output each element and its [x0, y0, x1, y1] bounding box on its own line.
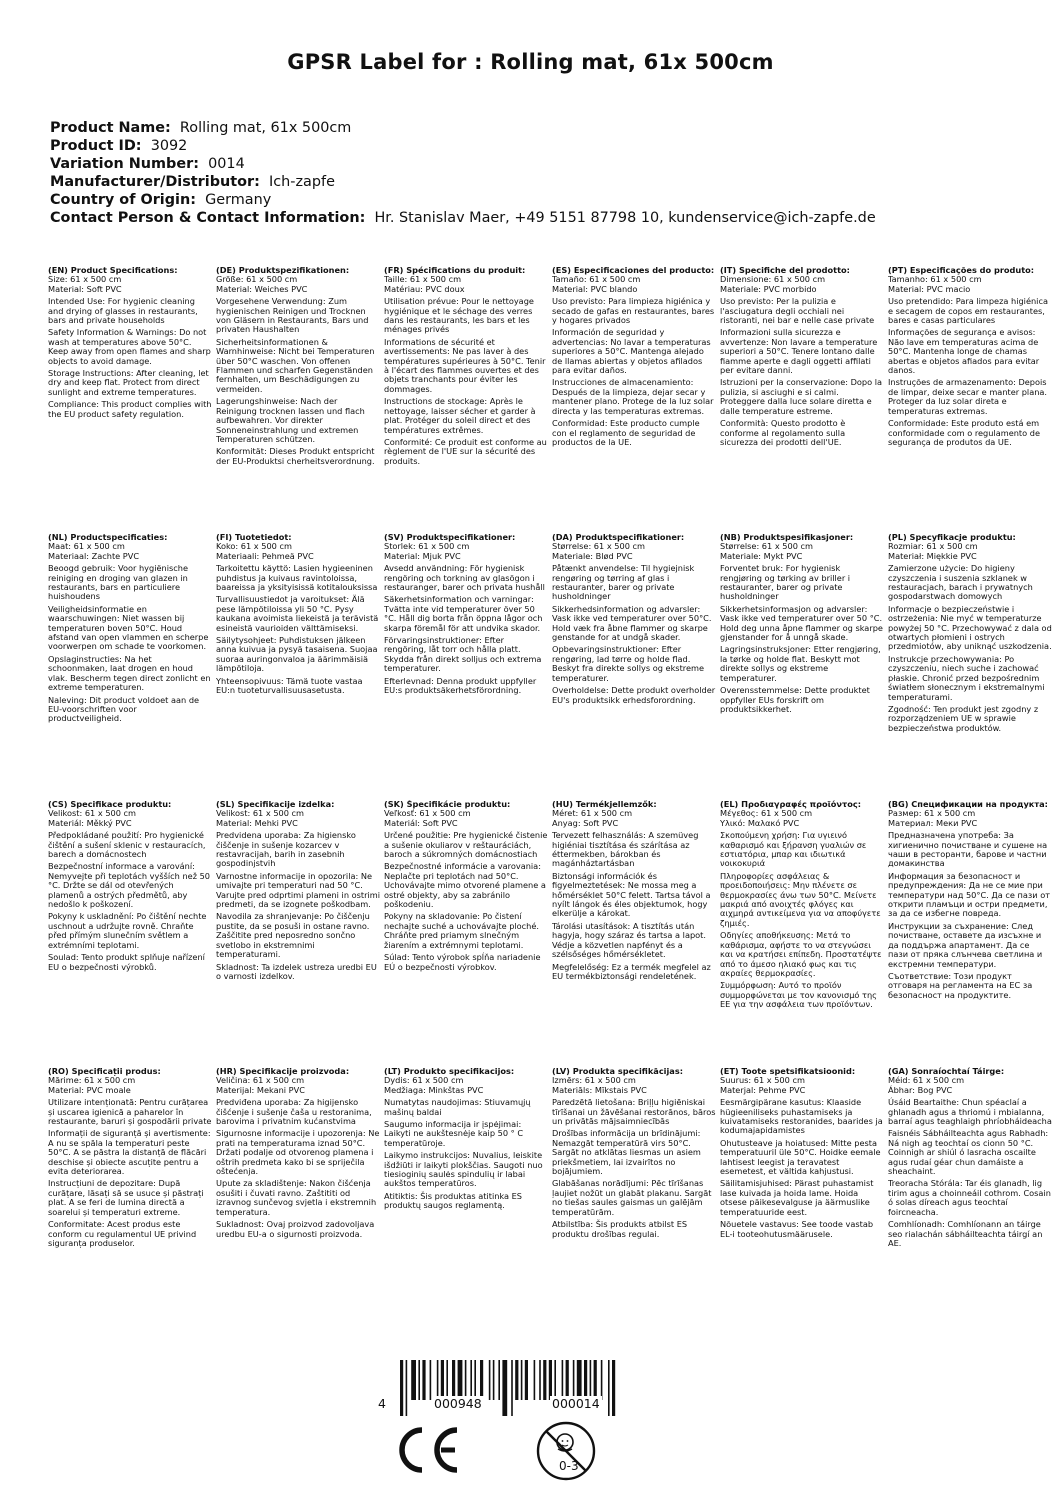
- spec-paragraph: Materiál: Měkký PVC: [48, 817, 132, 828]
- barcode-bar: [612, 1360, 615, 1416]
- language-block: [552, 1067, 720, 1334]
- language-block: [888, 1067, 1056, 1334]
- language-heading: (HR) Specifikacije proizvoda:: [216, 1067, 350, 1076]
- spec-paragraph: Skladnost: Ta izdelek ustreza uredbi EU o varnosti izdelkov.: [216, 961, 377, 981]
- spec-paragraph: Förvaringsinstruktioner: Efter rengöring, låt torr och hålla platt. Skydda från direkt solljus och extrema temperaturer.: [384, 635, 542, 674]
- spec-paragraph: Eesmärgipärane kasutus: Klaaside hügieeniliseks puhastamiseks ja kuivatamiseks restoranides, baarides ja kodumajapidamistes: [720, 1097, 883, 1136]
- language-block: [720, 533, 888, 800]
- spec-line: Tamaño: 61 x 500 cm: [552, 274, 641, 285]
- spec-paragraph: Material: PVC macio: [888, 283, 971, 294]
- barcode-bar: [502, 1360, 507, 1416]
- spec-paragraph: Material: Mjuk PVC: [384, 550, 461, 561]
- spec-paragraph: Overensstemmelse: Dette produktet oppfyller EUs forskrift om produktsikkerhet.: [720, 685, 870, 714]
- spec-paragraph: Materiāls: Mīkstais PVC: [552, 1084, 647, 1095]
- barcode-bar: [515, 1360, 518, 1400]
- spec-line: Mărime: 61 x 500 cm: [48, 1075, 136, 1086]
- language-heading: (SV) Produktspecifikationer:: [384, 533, 516, 542]
- spec-paragraph: Atbilstība: Šis produkts atbilst ES produktu drošības regulai.: [552, 1219, 688, 1239]
- spec-paragraph: Nõuetele vastavus: See toode vastab EL-i tooteohutusmäärusele.: [720, 1219, 874, 1239]
- spec-paragraph: Pokyny na skladovanie: Po čistení nechajte suché a uchovávajte ploché. Chráňte pred priamym slnečným žiarením a extrémnymi teplotami.: [384, 911, 540, 950]
- spec-paragraph: Uso previsto: Para limpieza higiénica y secado de gafas en restaurantes, bares y hogares privados: [552, 296, 715, 326]
- spec-paragraph: Forventet bruk: For hygienisk rengjøring og tørking av briller i restauranter, barer og private husholdninger: [720, 563, 851, 602]
- language-block: [384, 533, 552, 800]
- spec-line: Størrelse: 61 x 500 cm: [552, 541, 645, 552]
- language-heading: (PL) Specyfikacje produktu:: [888, 533, 1016, 542]
- language-block: [888, 533, 1056, 800]
- barcode-bar: [452, 1360, 455, 1400]
- spec-paragraph: Bezpečnostné informácie a varovania: Neplačte pri teplotách nad 50°C. Uchovávajte mimo otvorené plamene a ostré objekty, aby sa zabránilo poškodeniu.: [384, 861, 546, 910]
- barcode-bar: [562, 1360, 564, 1400]
- language-heading: (HU) Termékjellemzők:: [552, 800, 657, 809]
- language-block: [552, 800, 720, 1067]
- barcode-bar: [422, 1360, 425, 1400]
- spec-line: Velikost: 61 x 500 cm: [216, 808, 305, 819]
- language-specifications-grid: [48, 266, 1058, 1334]
- spec-line: Veličina: 61 x 500 cm: [216, 1075, 305, 1086]
- spec-line: Maat: 61 x 500 cm: [48, 541, 125, 552]
- spec-paragraph: Tervezett felhasználás: A szemüveg higiéniai tisztítása és szárítása az éttermekben, bárokban és magánháztartásban: [552, 830, 699, 869]
- barcode-bar: [411, 1360, 416, 1400]
- language-heading: (EL) Προδιαγραφές προϊόντος:: [720, 800, 861, 809]
- spec-paragraph: Pokyny k uskladnění: Po čištění nechte uschnout a udržujte rovně. Chraňte před přímým slunečním světlem a extrémními teplotami.: [48, 911, 207, 950]
- language-block: [216, 800, 384, 1067]
- spec-paragraph: Safety Information & Warnings: Do not wash at temperatures above 50°C. Keep away from open flames and sharp objects to avoid damage.: [48, 327, 211, 366]
- barcode-bar: [525, 1360, 528, 1400]
- barcode-bar: [566, 1360, 569, 1400]
- info-product-name: Product Name: Rolling mat, 61x 500cm: [50, 120, 352, 136]
- spec-paragraph: Drošības informācija un brīdinājumi: Nemazgāt temperatūrā virs 50°C. Sargāt no atklātas liesmas un asiem priekšmetiem, lai izvairītos no bojājumiem.: [552, 1128, 701, 1177]
- spec-line: Taille: 61 x 500 cm: [384, 274, 462, 285]
- spec-paragraph: Úsáid Beartaithe: Chun spéaclaí a ghlanadh agus a thriomú i mbialanna, barraí agus teaghlaigh phríobháideacha: [888, 1097, 1052, 1127]
- ce-mark-icon: [391, 1424, 463, 1476]
- spec-paragraph: Soulad: Tento produkt splňuje nařízení EU o bezpečnosti výrobků.: [48, 952, 205, 972]
- spec-paragraph: Avsedd användning: För hygienisk rengöring och torkning av glasögon i restauranger, barer och privata hushåll: [384, 563, 545, 593]
- spec-paragraph: Anyag: Soft PVC: [552, 817, 619, 828]
- spec-paragraph: Storage Instructions: After cleaning, let dry and keep flat. Protect from direct sunlight and extreme temperatures.: [48, 368, 209, 397]
- barcode-bar: [465, 1360, 467, 1400]
- language-heading: (NL) Productspecificaties:: [48, 533, 168, 542]
- language-heading: (FR) Spécifications du produit:: [384, 266, 526, 275]
- spec-paragraph: Conformitate: Acest produs este conform cu regulamentul UE privind siguranța produselor.: [48, 1219, 197, 1248]
- barcode-bar: [594, 1360, 597, 1400]
- spec-paragraph: Lagerungshinweise: Nach der Reinigung trocknen lassen und flach aufbewahren. Vor direkter Sonneneinstrahlung und extremen Temperaturen schützen.: [216, 396, 365, 444]
- language-block: [552, 266, 720, 533]
- spec-paragraph: Konformität: Dieses Produkt entspricht der EU-Produktsi cherheitsverordnung.: [216, 446, 375, 466]
- language-block: [216, 1067, 384, 1334]
- info-manufacturer: Manufacturer/Distributor: Ich-zapfe: [50, 174, 335, 190]
- barcode-bar: [511, 1360, 513, 1416]
- spec-paragraph: Varnostne informacije in opozorila: Ne umivajte pri temperaturi nad 50 °C. Varujte pred odprtimi plameni in ostrimi predmeti, da se izognete poškodbam.: [216, 870, 381, 910]
- spec-paragraph: Ohutusteave ja hoiatused: Mitte pesta temperatuuril üle 50°C. Hoidke eemale lahtisest leegist ja teravatest esemetest, et vältida kahjustusi.: [720, 1137, 881, 1177]
- barcode-bar: [608, 1360, 610, 1416]
- barcode-bar: [406, 1360, 408, 1416]
- spec-paragraph: Material: Soft PVC: [48, 283, 122, 294]
- barcode-bar: [498, 1360, 500, 1400]
- spec-paragraph: Materiaali: Pehmeä PVC: [216, 550, 314, 561]
- spec-paragraph: Medžiaga: Minkštas PVC: [384, 1084, 484, 1095]
- spec-paragraph: Vorgesehene Verwendung: Zum hygienischen Reinigen und Trocknen von Gläsern in Restaurants, Bars und privaten Haushalten: [216, 296, 369, 335]
- language-heading: (PT) Especificações do produto:: [888, 266, 1035, 275]
- barcode-bar: [601, 1360, 603, 1400]
- spec-paragraph: Intended Use: For hygienic cleaning and drying of glasses in restaurants, bars and private households: [48, 296, 198, 326]
- barcode-bar: [534, 1360, 536, 1400]
- language-block: [216, 266, 384, 533]
- spec-paragraph: Material: PVC moale: [48, 1084, 131, 1095]
- barcode-bar: [400, 1360, 403, 1416]
- spec-paragraph: Materiaal: Zachte PVC: [48, 550, 140, 561]
- barcode-bar: [446, 1360, 448, 1400]
- spec-line: Size: 61 x 500 cm: [48, 274, 122, 285]
- language-block: [720, 266, 888, 533]
- spec-line: Rozmiar: 61 x 500 cm: [888, 541, 978, 552]
- spec-paragraph: Материал: Меки PVC: [888, 817, 978, 828]
- spec-paragraph: Säilitamisjuhised: Pärast puhastamist lase kuivada ja hoida lame. Hoida otsese päikesevalguse ja äärmuslike temperatuuride eest.: [720, 1178, 874, 1217]
- barcode-bar: [418, 1360, 420, 1400]
- spec-paragraph: Utilizare intenționată: Pentru curățarea și uscarea igienică a paharelor în restaurante, baruri și gospodării private: [48, 1097, 212, 1127]
- language-block: [48, 266, 216, 533]
- spec-paragraph: Utilisation prévue: Pour le nettoyage hygiénique et le séchage des verres dans les restaurants, les bars et les ménages privés: [384, 296, 534, 335]
- spec-paragraph: Předpokládané použití: Pro hygienické čištění a sušení sklenic v restauracích, barech a domácnostech: [48, 830, 206, 860]
- spec-paragraph: Conformidade: Este produto está em conformidade com o regulamento de segurança de produtos da UE.: [888, 418, 1040, 447]
- language-heading: (LT) Produkto specifikacijos:: [384, 1067, 515, 1076]
- spec-paragraph: Informations de sécurité et avertissements: Ne pas laver à des températures supérieures à 50°C. Tenir à l'écart des flammes ouvertes et des objets tranchants pour éviter les dommages.: [384, 336, 546, 394]
- age-0-3-warning-icon: [535, 1420, 597, 1482]
- spec-paragraph: Compliance: This product complies with the EU product safety regulation.: [48, 399, 212, 419]
- spec-paragraph: Instruções de armazenamento: Depois de limpar, deixe secar e manter plana. Proteger da luz solar direta e temperaturas extremas.: [888, 377, 1048, 416]
- barcode-bar: [458, 1360, 463, 1400]
- barcode-bars: [378, 1358, 678, 1418]
- spec-paragraph: Paredzētā lietošana: Briļļu higiēniskai tīrīšanai un žāvēšanai restorānos, bāros un privātās mājsaimniecībās: [552, 1097, 716, 1127]
- spec-paragraph: Instructions de stockage: Après le nettoyage, laisser sécher et garder à plat. Protéger du soleil direct et des températures extrêmes.: [384, 396, 536, 435]
- language-heading: (GA) Sonraíochtaí Táirge:: [888, 1067, 1005, 1076]
- spec-paragraph: Material: Weiches PVC: [216, 283, 308, 294]
- spec-paragraph: Sikkerhetsinformasjon og advarsler: Vask ikke ved temperaturer over 50 °C. Hold deg unna åpne flammer og skarpe gjenstander for å unngå skade.: [720, 603, 883, 643]
- spec-paragraph: Πληροφορίες ασφάλειας & προειδοποιήσεις: Μην πλένετε σε θερμοκρασίες άνω των 50°C. Μείνετε μακριά από ανοιχτές φλόγες και αιχμηρά αντικείμενα για να αποφύγετε ζημιές.: [720, 870, 881, 928]
- language-block: [384, 1067, 552, 1334]
- spec-paragraph: Overholdelse: Dette produkt overholder EU's produktsikk erhedsforordning.: [552, 685, 716, 705]
- spec-paragraph: Faisnéis Sábháilteachta agus Rabhadh: Ná nigh ag teochtaí os cionn 50 °C. Coinnigh ar shiúl ó lasracha oscailte agus rudaí géar chun damáiste a sheachaint.: [888, 1128, 1049, 1177]
- spec-paragraph: Informații de siguranță și avertismente: A nu se spăla la temperaturi peste 50°C. A se păstra la distanță de flăcări deschise și obiecte ascuțite pentru a evita deteriorarea.: [48, 1128, 211, 1177]
- language-heading: (RO) Specificații produs:: [48, 1067, 161, 1076]
- spec-line: Koko: 61 x 500 cm: [216, 541, 292, 552]
- spec-paragraph: Upute za skladištenje: Nakon čišćenja osušiti i čuvati ravno. Zaštititi od izravnog sunčevog svjetla i ekstremnih temperatura.: [216, 1178, 377, 1217]
- product-info: [50, 119, 1040, 227]
- barcode-bar: [437, 1360, 439, 1400]
- spec-paragraph: Určené použitie: Pre hygienické čistenie a sušenie okuliarov v reštauráciách, baroch a súkromných domácnostiach: [384, 830, 548, 860]
- spec-paragraph: Materiał: Miękkie PVC: [888, 550, 977, 561]
- barcode-right-group: 000014: [552, 1396, 600, 1411]
- spec-paragraph: Predviđena uporaba: Za higijensko čišćenje i sušenje čaša u restoranima, barovima i privatnim kućanstvima: [216, 1097, 372, 1127]
- spec-paragraph: Materjal: Pehme PVC: [720, 1084, 806, 1095]
- spec-paragraph: Instrukcje przechowywania: Po czyszczeniu, niech suche i zachować płaskie. Chronić przed bezpośrednim światłem słonecznym i ekstremalnymi temperaturami.: [888, 653, 1045, 702]
- barcode-bar: [549, 1360, 552, 1400]
- spec-paragraph: Glabāšanas norādījumi: Pēc tīrīšanas ļaujiet nožūt un glabāt plakanu. Sargāt no tiešas saules gaismas un galējām temperatūrām.: [552, 1178, 712, 1217]
- barcode-lead-digit: 4: [378, 1396, 386, 1411]
- barcode-left-group: 000948: [434, 1396, 482, 1411]
- spec-paragraph: Zamierzone użycie: Do higieny czyszczenia i suszenia szklanek w restauracjach, barach i prywatnych gospodarstwach domowych: [888, 563, 1033, 602]
- spec-paragraph: Conformità: Questo prodotto è conforme al regolamento sulla sicurezza dei prodotti dell'UE.: [720, 418, 846, 447]
- spec-paragraph: Sigurnosne informacije i upozorenja: Ne prati na temperaturama iznad 50°C. Držati podalje od otvorenog plamena i oštrih predmeta kako bi se spriječila oštećenja.: [216, 1128, 380, 1177]
- spec-paragraph: Lagringsinstruksjoner: Etter rengjøring, la tørke og holde flat. Beskytt mot direkte sollys og ekstreme temperaturer.: [720, 644, 881, 683]
- spec-line: Veľkosť: 61 x 500 cm: [384, 808, 471, 819]
- spec-paragraph: Biztonsági információk és figyelmeztetések: Ne mossa meg a hőmérséklet 50°C felett. Tartsa távol a nyílt lángok és éles objektumok, hogy elkerülje a károkat.: [552, 870, 711, 919]
- spec-paragraph: Instrucțiuni de depozitare: După curățare, lăsați să se usuce și păstrați plat. A se feri de lumina directă a soarelui și temperaturi extreme.: [48, 1178, 204, 1217]
- language-heading: (SL) Specifikacije izdelka:: [216, 800, 335, 809]
- spec-paragraph: Beoogd gebruik: Voor hygiënische reiniging en droging van glazen in restaurants, bars en particuliere huishoudens: [48, 563, 188, 602]
- spec-paragraph: Sikkerhedsinformation og advarsler: Vask ikke ved temperaturer over 50°C. Hold væk fra åbne flammer og skarpe genstande for at undgå skader.: [552, 603, 712, 643]
- spec-paragraph: Predvidena uporaba: Za higiensko čiščenje in sušenje kozarcev v restavracijah, barih in zasebnih gospodinjstvih: [216, 830, 356, 869]
- spec-paragraph: Opslaginstructies: Na het schoonmaken, laat drogen en houd vlak. Bescherm tegen direct zonlicht en extreme temperaturen.: [48, 653, 211, 693]
- language-heading: (DA) Produktspecifikationer:: [552, 533, 685, 542]
- spec-paragraph: Informações de segurança e avisos: Não lave em temperaturas acima de 50°C. Mantenha longe de chamas abertas e objetos afiados para evitar danos.: [888, 327, 1040, 376]
- spec-line: Velikost: 61 x 500 cm: [48, 808, 137, 819]
- spec-paragraph: Veiligheidsinformatie en waarschuwingen: Niet wassen bij temperaturen boven 50°C. Houd afstand van open vlammen en scherpe voorwerpen om schade te voorkomen.: [48, 603, 209, 652]
- info-product-id: Product ID: 3092: [50, 138, 188, 154]
- spec-paragraph: Súlad: Tento výrobok spĺňa nariadenie EÚ o bezpečnosti výrobkov.: [384, 952, 541, 972]
- spec-paragraph: Efterlevnad: Denna produkt uppfyller EU:s produktsäkerhetsförordning.: [384, 675, 537, 696]
- spec-paragraph: Conformité: Ce produit est conforme au règlement de l'UE sur la sécurité des produits.: [384, 436, 547, 466]
- spec-paragraph: Предназначена употреба: За хигиенично почистване и сушене на чаши в ресторанти, барове и частни домакинства: [888, 830, 1048, 869]
- info-country-of-origin: Country of Origin: Germany: [50, 192, 272, 208]
- spec-line: Größe: 61 x 500 cm: [216, 274, 298, 285]
- barcode-bar: [577, 1360, 582, 1400]
- barcode-bar: [470, 1360, 472, 1400]
- language-heading: (FI) Tuotetiedot:: [216, 533, 292, 542]
- barcode-bar: [441, 1360, 444, 1400]
- language-heading: (SK) Špecifikácie produktu:: [384, 800, 511, 809]
- spec-paragraph: Atitiktis: Šis produktas atitinka ES produktų saugos reglamentą.: [384, 1190, 522, 1211]
- spec-paragraph: Uso previsto: Per la pulizia e l'asciugatura degli occhiali nei ristoranti, nei bar e nelle case private: [720, 296, 875, 326]
- barcode-bar: [493, 1360, 495, 1400]
- barcode-bar: [489, 1360, 491, 1400]
- spec-paragraph: Информация за безопасност и предупреждения: Да не се мие при температури над 50°C. Да се пази от открити пламъци и остри предмети, за да се избегне повреда.: [888, 870, 1050, 919]
- barcode: [378, 1358, 678, 1418]
- spec-paragraph: Instrucciones de almacenamiento: Después de la limpieza, dejar secar y mantener plano. Protege de la luz solar directa y las temperaturas extremas.: [552, 377, 714, 416]
- spec-paragraph: Naleving: Dit product voldoet aan de EU-voorschriften voor productveiligheid.: [48, 694, 200, 724]
- spec-paragraph: Ábhar: Bog PVC: [888, 1084, 953, 1095]
- spec-paragraph: Información de seguridad y advertencias: No lavar a temperaturas superiores a 50°C. Mantenga alejado de llamas abiertas y objetos afilados para evitar daños.: [552, 327, 711, 376]
- language-heading: (ES) Especificaciones del producto:: [552, 266, 715, 275]
- spec-line: Izmērs: 61 x 500 cm: [552, 1075, 636, 1086]
- spec-line: Μέγεθος: 61 x 500 cm: [720, 808, 813, 819]
- language-block: [888, 266, 1056, 533]
- language-block: [888, 800, 1056, 1067]
- info-variation-number: Variation Number: 0014: [50, 156, 245, 172]
- spec-paragraph: Инструкции за съхранение: След почистване, оставете да изсъхне и да поддържа апартамент. Да се пази от пряка слънчева светлина и екстремни температури.: [888, 920, 1043, 969]
- spec-paragraph: Säkerhetsinformation och varningar: Tvätta inte vid temperaturer över 50 °C. Håll dig borta från öppna lågor och skarpa föremål för att undvika skador.: [384, 594, 543, 633]
- spec-paragraph: Materiale: PVC morbido: [720, 283, 817, 294]
- language-heading: (CS) Specifikace produktu:: [48, 800, 172, 809]
- spec-paragraph: Sukladnost: Ovaj proizvod zadovoljava uredbu EU-a o sigurnosti proizvoda.: [216, 1219, 375, 1239]
- spec-paragraph: Säilytysohjeet: Puhdistuksen jälkeen anna kuivua ja pysyä tasaisena. Suojaa suoraa auringonvaloa ja äärimmäisiä lämpötiloja.: [216, 635, 378, 674]
- language-heading: (IT) Specifiche del prodotto:: [720, 266, 850, 275]
- language-heading: (DE) Produktspezifikationen:: [216, 266, 350, 275]
- language-block: [552, 533, 720, 800]
- spec-line: Dimensione: 61 x 500 cm: [720, 274, 826, 285]
- spec-paragraph: Bezpečnostní informace a varování: Nemyvejte při teplotách vyšších než 50 °C. Držte se dál od otevřených plamenů a ostrých předmětů, aby nedošlo k poškození.: [48, 861, 211, 910]
- spec-paragraph: Matériau: PVC doux: [384, 283, 465, 294]
- language-heading: (BG) Спецификации на продукта:: [888, 800, 1048, 809]
- spec-paragraph: Treoracha Stórála: Tar éis glanadh, lig tirim agus a choinneáil cothrom. Cosain ó solas díreach agus teochtaí foircneacha.: [888, 1178, 1051, 1217]
- spec-paragraph: Συμμόρφωση: Αυτό το προϊόν συμμορφώνεται με τον κανονισμό της ΕΕ για την ασφάλεια των προϊόντων.: [720, 980, 877, 1010]
- barcode-bar: [474, 1360, 476, 1400]
- spec-line: Tamanho: 61 x 500 cm: [888, 274, 982, 285]
- spec-line: Méid: 61 x 500 cm: [888, 1075, 965, 1086]
- spec-paragraph: Zgodność: Ten produkt jest zgodny z rozporządzeniem UE w sprawie bezpieczeństwa produktów.: [888, 703, 1039, 733]
- spec-paragraph: Påtænkt anvendelse: Til hygiejnisk rengøring og tørring af glas i restauranter, barer og private husholdninger: [552, 563, 695, 602]
- spec-paragraph: Saugumo informacija ir įspėjimai: Laikyti ne aukštesnėje kaip 50 ° C temperatūroje.: [384, 1119, 524, 1148]
- spec-paragraph: Uso pretendido: Para limpeza higiénica e secagem de copos em restaurantes, bares e casas particulares: [888, 296, 1048, 326]
- language-heading: (LV) Produkta specifikācijas:: [552, 1067, 683, 1076]
- barcode-bar: [480, 1360, 483, 1400]
- spec-paragraph: Informazioni sulla sicurezza e avvertenze: Non lavare a temperature superiori a 50°C. Tenere lontano dalle fiamme aperte e dagli oggetti affilati per evitare danni.: [720, 327, 878, 376]
- spec-paragraph: Opbevaringsinstruktioner: Efter rengøring, lad tørre og holde flad. Beskyt fra direkte sollys og ekstreme temperaturer.: [552, 644, 705, 683]
- spec-paragraph: Material: Mehki PVC: [216, 817, 298, 828]
- spec-paragraph: Sicherheitsinformationen & Warnhinweise: Nicht bei Temperaturen über 50°C waschen. Von offenen Flammen und scharfen Gegenständen fernhalten, um Beschädigungen zu vermeiden.: [216, 336, 375, 394]
- barcode-bar: [521, 1360, 523, 1400]
- spec-paragraph: Υλικό: Μαλακό PVC: [720, 817, 800, 828]
- language-block: [720, 1067, 888, 1334]
- language-heading: (EN) Product Specifications:: [48, 266, 178, 275]
- spec-paragraph: Turvallisuustiedot ja varoitukset: Älä pese lämpötiloissa yli 50 °C. Pysy kaukana avoimista liekeistä ja terävistä esineistä vaurioiden välttämiseksi.: [216, 594, 379, 633]
- language-heading: (NB) Produktspesifikasjoner:: [720, 533, 854, 542]
- spec-paragraph: Οδηγίες αποθήκευσης: Μετά το καθάρισμα, αφήστε το να στεγνώσει και να κρατήσει επίπεδη. Προστατέψτε από το άμεσο ηλιακό φως και τις ακραίες θερμοκρασίες.: [720, 930, 882, 978]
- spec-paragraph: Σκοπούμενη χρήση: Για υγιεινό καθαρισμό και ξήρανση γυαλιών σε εστιατόρια, μπαρ και ιδιωτικά νοικοκυριά: [720, 830, 867, 869]
- spec-paragraph: Material: PVC blando: [552, 283, 638, 294]
- age-label: 0-3: [559, 1459, 579, 1473]
- spec-paragraph: Megfelelőség: Ez a termék megfelel az EU termékbiztonsági rendeletének.: [552, 961, 711, 981]
- info-contact: Contact Person & Contact Information: Hr. Stanislav Maer, +49 5151 87798 10, kundenservice@ich-zapfe.de: [50, 210, 876, 226]
- spec-paragraph: Tárolási utasítások: A tisztítás után hagyja, hogy száraz és tartsa a lapot. Védje a közvetlen napfényt és a szélsőséges hőmérsékletet.: [552, 920, 706, 960]
- barcode-bar: [539, 1360, 541, 1400]
- language-block: [48, 1067, 216, 1334]
- spec-paragraph: Tarkoitettu käyttö: Lasien hygieeninen puhdistus ja kuivaus ravintoloissa, baareissa ja yksityisissä kotitalouksissa: [216, 563, 378, 593]
- spec-line: Størrelse: 61 x 500 cm: [720, 541, 813, 552]
- spec-line: Размер: 61 x 500 cm: [888, 808, 976, 819]
- barcode-bar: [554, 1360, 556, 1400]
- spec-paragraph: Numatytas naudojimas: Stiuvamųjų mašinų baldai: [384, 1097, 531, 1117]
- language-block: [216, 533, 384, 800]
- barcode-bar: [584, 1360, 587, 1400]
- page-title: GPSR Label for : Rolling mat, 61x 500cm: [287, 50, 774, 74]
- spec-paragraph: Navodila za shranjevanje: Po čiščenju pustite, da se posuši in ostane ravno. Zaščitite pred neposredno sončno svetlobo in ekstremnimi temperaturami.: [216, 911, 370, 960]
- language-block: [384, 266, 552, 533]
- language-block: [48, 800, 216, 1067]
- spec-line: Storlek: 61 x 500 cm: [384, 541, 470, 552]
- barcode-bar: [573, 1360, 575, 1400]
- language-block: [384, 800, 552, 1067]
- spec-line: Dydis: 61 x 500 cm: [384, 1075, 464, 1086]
- spec-paragraph: Yhteensopivuus: Tämä tuote vastaa EU:n tuoteturvallisuusasetusta.: [216, 675, 363, 696]
- spec-paragraph: Conformidad: Este producto cumple con el reglamento de seguridad de productos de la UE.: [552, 418, 700, 447]
- barcode-bar: [430, 1360, 432, 1400]
- spec-line: Suurus: 61 x 500 cm: [720, 1075, 805, 1086]
- spec-paragraph: Informacje o bezpieczeństwie i ostrzeżenia: Nie myć w temperaturze powyżej 50 °C. Przechowywać z dala od otwartych płomieni i ostrych przedmiotów, aby uniknąć uszkodzenia.: [888, 603, 1052, 652]
- spec-paragraph: Materiale: Blød PVC: [552, 550, 633, 561]
- spec-paragraph: Materiale: Mykt PVC: [720, 550, 803, 561]
- spec-paragraph: Materiál: Soft PVC: [384, 817, 458, 828]
- spec-paragraph: Laikymo instrukcijos: Nuvalius, leiskite išdžiūti ir laikyti plokščias. Saugoti nuo tiesioginių saulės spindulių ir labai aukštos temperatūros.: [384, 1150, 543, 1189]
- spec-paragraph: Materijal: Mekani PVC: [216, 1084, 305, 1095]
- language-block: [48, 533, 216, 800]
- barcode-bar: [543, 1360, 546, 1400]
- language-heading: (ET) Toote spetsifikatsioonid:: [720, 1067, 856, 1076]
- spec-paragraph: Istruzioni per la conservazione: Dopo la pulizia, si asciughi e si calmi. Proteggere dalla luce solare diretta e dalle temperature estreme.: [720, 377, 883, 416]
- spec-paragraph: Съответствие: Този продукт отговаря на регламента на ЕС за безопасност на продуктите.: [888, 970, 1033, 1000]
- spec-paragraph: Comhlíonadh: Comhlíonann an táirge seo rialachán sábháilteachta táirgí an AE.: [888, 1219, 1043, 1248]
- spec-line: Méret: 61 x 500 cm: [552, 808, 633, 819]
- barcode-bar: [590, 1360, 592, 1400]
- language-block: [720, 800, 888, 1067]
